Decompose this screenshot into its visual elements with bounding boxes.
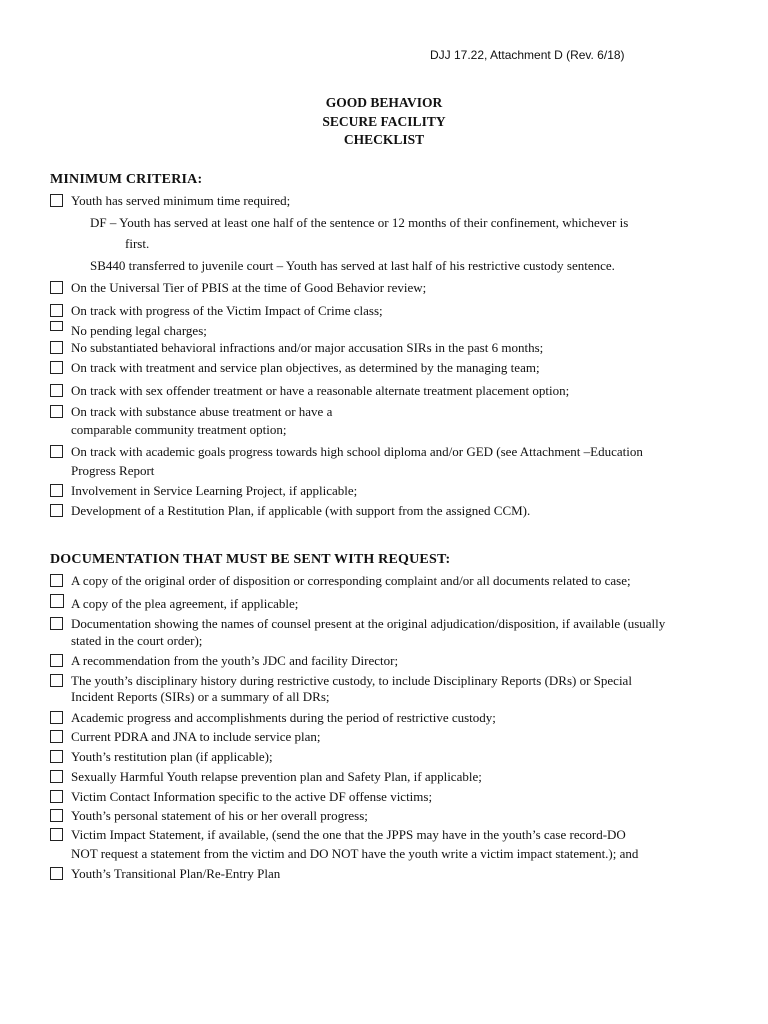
item-text: A copy of the plea agreement, if applicable; (71, 596, 299, 611)
item-text: A copy of the original order of disposition or corresponding complaint and/or all documents related to case; (71, 573, 631, 588)
minimum-criteria-heading: MINIMUM CRITERIA: (50, 172, 203, 187)
item-text: On track with substance abuse treatment or have a (71, 404, 333, 419)
checkbox[interactable] (50, 445, 63, 458)
item-text: Victim Impact Statement, if available, (send the one that the JPPS may have in the youth’s case record-DO (71, 827, 626, 842)
checkbox[interactable] (50, 405, 63, 418)
item-text: Youth’s Transitional Plan/Re-Entry Plan (71, 866, 281, 881)
item-text-continued: stated in the court order); (71, 633, 203, 648)
item-text: Involvement in Service Learning Project, if applicable; (71, 483, 358, 498)
df-requirement-line-2: first. (125, 236, 150, 251)
sb440-requirement: SB440 transferred to juvenile court – Youth has served at last half of his restrictive custody sentence. (90, 258, 615, 273)
checkbox[interactable] (50, 828, 63, 841)
checkbox[interactable] (50, 617, 63, 630)
checkbox[interactable] (50, 711, 63, 724)
checkbox[interactable] (50, 504, 63, 517)
item-text: Development of a Restitution Plan, if applicable (with support from the assigned CCM). (71, 503, 531, 518)
item-text: Youth has served minimum time required; (71, 193, 291, 208)
item-text: Youth’s restitution plan (if applicable); (71, 749, 273, 764)
item-text-continued: Progress Report (71, 463, 155, 478)
checkbox[interactable] (50, 790, 63, 803)
item-text: On track with sex offender treatment or have a reasonable alternate treatment placement option; (71, 383, 570, 398)
item-text: On the Universal Tier of PBIS at the time of Good Behavior review; (71, 280, 427, 295)
item-text: Youth’s personal statement of his or her overall progress; (71, 808, 368, 823)
title-line-3: CHECKLIST (343, 132, 425, 147)
item-text: On track with progress of the Victim Impact of Crime class; (71, 303, 383, 318)
item-text: On track with treatment and service plan objectives, as determined by the managing team; (71, 360, 540, 375)
checkbox[interactable] (50, 384, 63, 397)
checkbox[interactable] (50, 341, 63, 354)
item-text: Sexually Harmful Youth relapse prevention plan and Safety Plan, if applicable; (71, 769, 482, 784)
checkbox[interactable] (50, 594, 64, 608)
item-text: Victim Contact Information specific to the active DF offense victims; (71, 789, 433, 804)
checkbox[interactable] (50, 361, 63, 374)
checkbox[interactable] (50, 304, 63, 317)
checkbox[interactable] (50, 867, 63, 880)
item-text: On track with academic goals progress towards high school diploma and/or GED (see Attachment –Education (71, 444, 643, 459)
checkbox[interactable] (50, 484, 63, 497)
item-text-continued: comparable community treatment option; (71, 422, 287, 437)
item-text: Current PDRA and JNA to include service plan; (71, 729, 321, 744)
item-text: Documentation showing the names of counsel present at the original adjudication/disposition, if available (usually (71, 616, 666, 631)
title-line-1: GOOD BEHAVIOR (325, 95, 443, 110)
documentation-heading: DOCUMENTATION THAT MUST BE SENT WITH REQUEST: (50, 552, 451, 567)
checkbox[interactable] (50, 194, 63, 207)
checkbox[interactable] (50, 281, 63, 294)
document-reference: DJJ 17.22, Attachment D (Rev. 6/18) (430, 48, 625, 62)
item-text: No substantiated behavioral infractions and/or major accusation SIRs in the past 6 months; (71, 340, 544, 355)
item-text: A recommendation from the youth’s JDC and facility Director; (71, 653, 399, 668)
checkbox[interactable] (50, 750, 63, 763)
item-text: The youth’s disciplinary history during restrictive custody, to include Disciplinary Reports (DRs) or Special (71, 673, 632, 688)
checkbox[interactable] (50, 770, 63, 783)
checkbox[interactable] (50, 674, 63, 687)
title-line-2: SECURE FACILITY (322, 113, 446, 129)
item-text-continued: NOT request a statement from the victim and DO NOT have the youth write a victim impact statement.); and (71, 846, 639, 861)
checkbox[interactable] (50, 809, 63, 822)
document-title (0, 94, 768, 150)
item-text: No pending legal charges; (71, 323, 207, 338)
checkbox[interactable] (50, 730, 63, 743)
checkbox[interactable] (50, 321, 63, 331)
checkbox[interactable] (50, 654, 63, 667)
item-text: Academic progress and accomplishments during the period of restrictive custody; (71, 710, 496, 725)
checkbox[interactable] (50, 574, 63, 587)
df-requirement-line-1: DF – Youth has served at least one half of the sentence or 12 months of their confinement, whichever is (90, 215, 629, 230)
item-text-continued: Incident Reports (SIRs) or a summary of all DRs; (71, 689, 330, 704)
